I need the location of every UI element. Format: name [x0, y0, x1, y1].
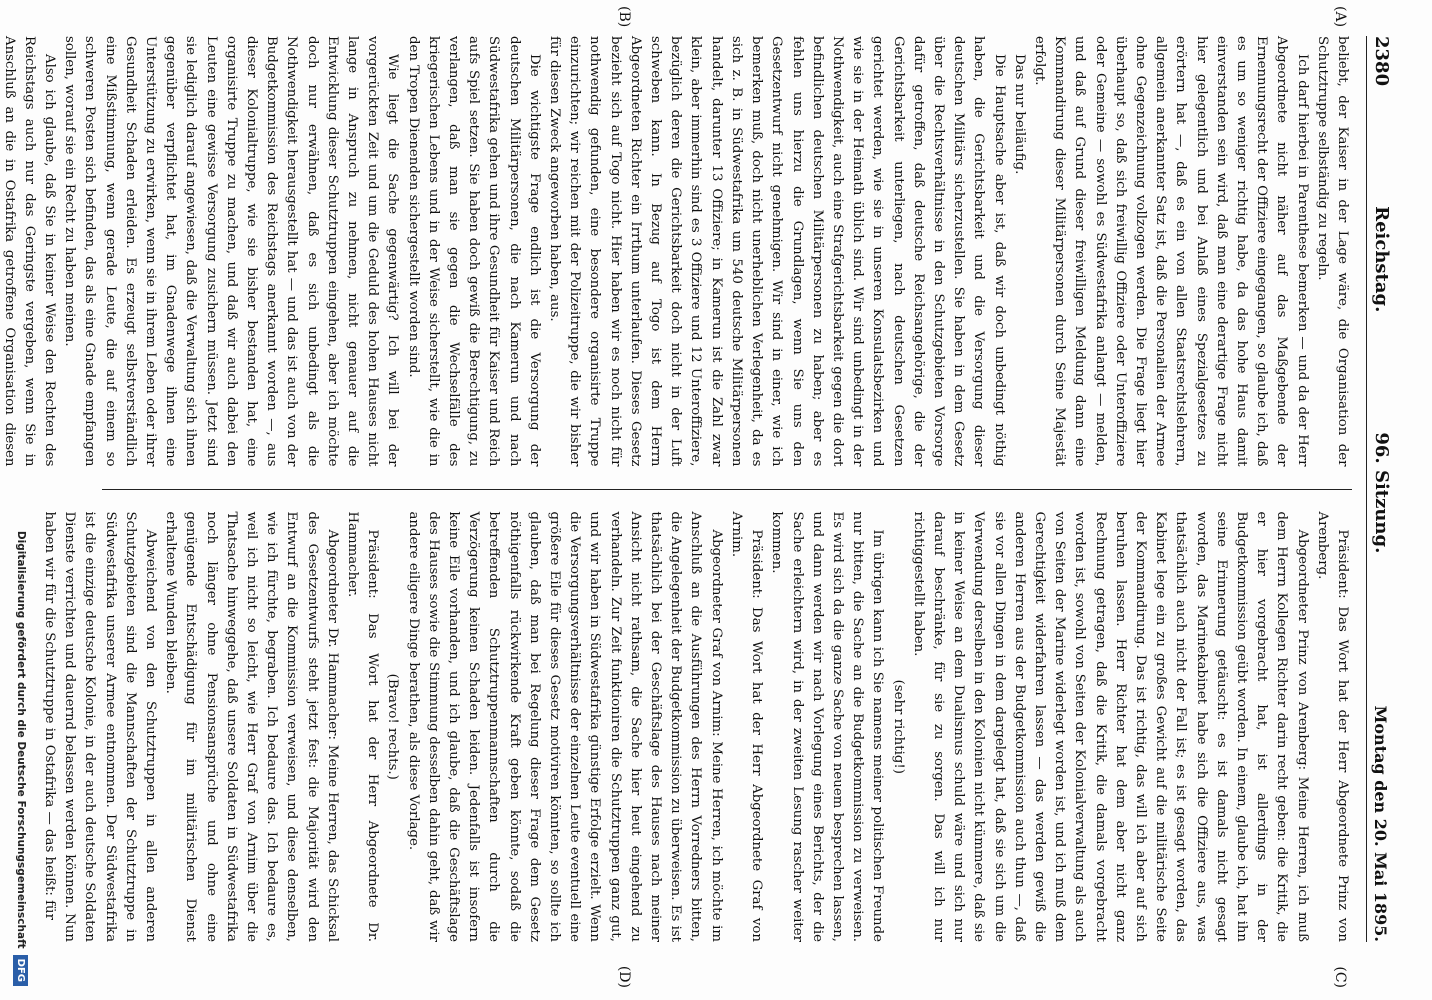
session-date: Montag den 20. Mai 1895.	[1371, 705, 1390, 942]
paragraph: Im übrigen kann ich Sie namens meiner politischen Freunde nur bitten, die Sache an die Budgetkommission zu verweisen. Es wird sich da die ganze Sache von neuem besprechen lassen, und dann werden wir nach Vorlegung eines Berichts, der die Sache erleichtern wird, in der zweiten Lesung rascher weiter kommen.	[769, 511, 886, 942]
publication-title: Reichstag.	[1371, 206, 1392, 313]
margin-marker-b: (B)	[616, 6, 632, 28]
speaker-announcement: Präsident: Das Wort hat der Herr Abgeordnete Graf von Arnim.	[728, 511, 765, 942]
paragraph: Abgeordneter Dr. Hammacher: Meine Herren, das Schicksal des Gesetzentwurfs steht jetzt fest: die Majorität wird den Entwurf an die Kommission verweisen, und diese denselben, wie ich fürchte, begraben. Ich bedaure das. Ich bedaure es, weil ich nicht so leicht, wie Herr Graf von Arnim über die Thatsache hinweggehe, daß unsere Soldaten in Südwestafrika noch länger ohne Pensionsansprüche und ohne eine genügende Entschädigung für im militärischen Dienst erhaltene Wunden bleiben.	[163, 511, 340, 942]
paragraph: Ich darf hierbei in Parenthese bemerken — und da der Herr Abgeordnete nicht näher auf das Maßgebende der Ernennungsrecht der Offiziere eingegangen, so glaube ich, daß es um so weniger richtig habe, da das hohe Haus damit einverstanden sein wird, daß man eine derartige Frage nicht hier gelegentlich und bei Anlaß eines Spezialgesetzes zu erörtern hat —, daß es ein von allen Staatsrechtslehrern, allgemein anerkannter Satz ist, daß die Personalien der Armee ohne Gegenzeichnung vollzogen werden. Die Frage liegt hier überhaupt so, daß sich freiwillig Offiziere oder Unteroffiziere oder Gemeine — sowohl es Südwestafrika anlangt — melden, und daß auf Grund dieser freiwilligen Meldung dann eine Kommandirung dieser Militärpersonen durch Seine Majestät erfolgt.	[1031, 36, 1310, 467]
speaker-announcement: Präsident: Das Wort hat der Herr Abgeordnete Dr. Hammacher.	[345, 511, 381, 942]
digitization-credit	[8, 0, 34, 1000]
interjection: (sehr richtig!)	[890, 679, 906, 774]
paragraph: Die wichtigste Frage endlich ist die Versorgung der deutschen Militärpersonen, die nach Kamerun und nach Südwestafrika gehen und ihre Gesundheit für Kaiser und Reich aufs Spiel setzen. Sie haben doch gewiß die Berechtigung, zu verlangen, daß man sie gegen die Wechselfälle des kriegerischen Lebens und in der Weise sicherstellt, wie die in den Tropen Dienenden sichergestellt worden sind.	[405, 36, 542, 467]
page-header	[1366, 36, 1392, 942]
paragraph: Abweichend von den Schutztruppen in allen anderen Schutzgebieten sind die Mannschaften der Schutztruppe in Südwestafrika unserer Armee entnommen. Der Südwestafrika ist die einzige deutsche Kolonie, in der auch deutsche Soldaten Dienste verrichten und dauernd belassen werden können. Nun haben wir für die Schutztruppe in Ostafrika — das heißt: für	[42, 511, 159, 942]
paragraph: Also ich glaube, daß Sie in keiner Weise den Rechten des Reichstags auch nur das Geringste vergeben, wenn Sie in Anschluß an die in Ostafrika getroffene Organisation diesen	[1, 36, 57, 467]
paragraph: Die Hauptsache aber ist, daß wir doch unbedingt nöthig haben, die Gerichtsbarkeit und die Versorgung dieser deutschen Militärs sicherzustellen. Sie haben in dem Gesetz über die Rechtsverhältnisse in den Schutzgebieten Vorsorge dafür getroffen, daß deutsche Reichsangehörige, die der Gerichtsbarkeit unterliegen, nach deutschen Gesetzen gerichtet werden, wie sie in unseren Konsulatsbezirken und wie sie in der Heimath üblich sind. Wir sind unbedingt in der Nothwendigkeit, auch eine Strafgerichtsbarkeit gegen die dort befindlichen deutschen Militärpersonen zu haben; aber es fehlen uns hierzu die Grundlagen, wenn Sie uns den Gesetzentwurf nicht genehmigen. Wir sind in einer, wie ich bemerken muß, doch nicht unerheblichen Verlegenheit, da es sich z. B. in Südwestafrika um 540 deutsche Militärpersonen handelt, darunter 13 Offiziere; in Kamerun ist die Zahl zwar klein, aber immerhin sind es 3 Offiziere und 12 Unteroffiziere, bezüglich deren die Gerichtsbarkeit doch nicht in der Luft schweben kann. In Bezug auf Togo ist dem Herrn Abgeordneten Richter ein Irrthum unterlaufen. Dieses Gesetz bezieht sich auf Togo nicht. Hier haben wir es noch nicht für nothwendig gefunden, eine besondere organisirte Truppe einzurichten; wir reichen mit der Polizeitruppe, die wir bisher für diesen Zweck angeworben haben, aus.	[547, 36, 1007, 467]
paragraph: beliebt, der Kaiser in der Lage wäre, die Organisation der Schutztruppe selbständig zu regeln.	[1314, 36, 1350, 467]
paragraph: Abgeordneter Graf von Arnim: Meine Herren, ich möchte im Anschluß an die Ausführungen des Herrn Vorredners bitten, die Angelegenheit der Budgetkommission zu überweisen. Es ist thatsächlich bei der Geschäftslage des Hauses nach meiner Ansicht nicht rathsam, die Sache hier heut eingehend zu verhandeln. Zur Zeit funktioniren die Schutztruppen ganz gut, und wir haben in Südwestafrika günstige Erfolge erzielt. Wenn die Versorgungsverhältnisse der einzelnen Leute eventuell eine größere Eile für dieses Gesetz motiviren könnten, so sollte ich glauben, daß man bei Regelung dieser Frage dem Gesetz nöthigenfalls rückwirkende Kraft geben könnte, sodaß die betreffenden Schutztruppenmannschaften durch die Verzögerung keinen Schaden leiden. Jedenfalls ist insofern keine Eile vorhanden, und ich glaube, daß die Geschäftslage des Hauses sowie die Stimmung desselben dahin geht, daß wir andere eiligere Dinge berathen, als diese Vorlage.	[405, 511, 724, 942]
session-label: 96. Sitzung.	[1371, 432, 1392, 554]
interjection: (Bravo! rechts.)	[385, 673, 401, 780]
speaker-announcement: Präsident: Das Wort hat der Herr Abgeordnete Prinz von Arenberg.	[1314, 511, 1350, 942]
dfg-logo: DFG	[13, 955, 28, 986]
paragraph: Abgeordneter Prinz von Arenberg: Meine Herren, ich muß dem Herrn Kollegen Richter darin recht geben: die Kritik, die er hier vorgebracht hat, ist allerdings in der Budgetkommission geübt worden. In einem, glaube ich, hat ihn seine Erinnerung getäuscht: es ist damals nicht gesagt worden, das Marinekabinet habe sich die Offiziere aus, was thatsächlich auch nicht der Fall ist; es ist gesagt worden, das Kabinet lege ein zu großes Gewicht auf die militärische Seite der Kommandirung. Das ist richtig, das will ich aber auf sich beruhen lassen. Herr Richter hat dem aber nicht ganz Rechnung getragen, daß die Kritik, die damals vorgebracht worden ist, sowohl von Seiten der Kolonialverwaltung als auch von Seiten der Marine widerlegt worden ist, und ich muß dem Gerechtigkeit widerfahren lassen — das werden gewiß die anderen Herren aus der Budgetkommission auch thun —, daß sie vor allen Dingen in dem dargelegt hat, daß sie sich um die Verwendung derselben in den Kolonien nicht kümmere, daß sie in keiner Weise an dem Dualismus schuld wäre und sich nur darauf beschränke, für sie zu sorgen. Das will ich nur richtiggestellt haben.	[910, 511, 1310, 942]
left-column	[1, 36, 1352, 489]
paragraph: Das nur beiläufig.	[1011, 54, 1027, 175]
paragraph: Wie liegt die Sache gegenwärtig? Ich will bei der vorgerückten Zeit und um die Geduld des hohen Hauses nicht lange in Anspruch zu nehmen, nicht genauer auf die Entwicklung dieser Schutztruppen eingehen, aber ich möchte doch nur erwähnen, daß es sich unbedingt als die Nothwendigkeit herausgestellt hat — und das ist auch von der Budgetkommission des Reichstags anerkannt worden —, aus dieser Kolonialtruppe, wie sie bisher bestanden hat, eine organisirte Truppe zu machen, und daß wir auch dabei den Leuten eine gewisse Versorgung zusichern müssen. Jetzt sind sie lediglich darauf angewiesen, daß die Verwaltung sich ihnen gegenüber verpflichtet hat, im Gnadenwege ihnen eine Unterstützung zu erwirken, wenn sie in ihrem Leben oder ihrer Gesundheit Schaden erleiden. Es erzeugt selbstverständlich eine Mißstimmung, wenn gerade Leute, die auf einem so schweren Posten sich befinden, das als eine Gnade empfangen sollen, worauf sie ein Recht zu haben meinen.	[62, 36, 401, 467]
credit-text: Digitalisierung gefördert durch die Deutsche Forschungsgemeinschaft	[15, 530, 27, 949]
page-number: 2380	[1371, 36, 1392, 87]
margin-marker-d: (D)	[616, 965, 632, 988]
right-column	[42, 489, 1352, 943]
margin-marker-c: (C)	[1332, 966, 1348, 988]
margin-marker-a: (A)	[1332, 6, 1348, 28]
